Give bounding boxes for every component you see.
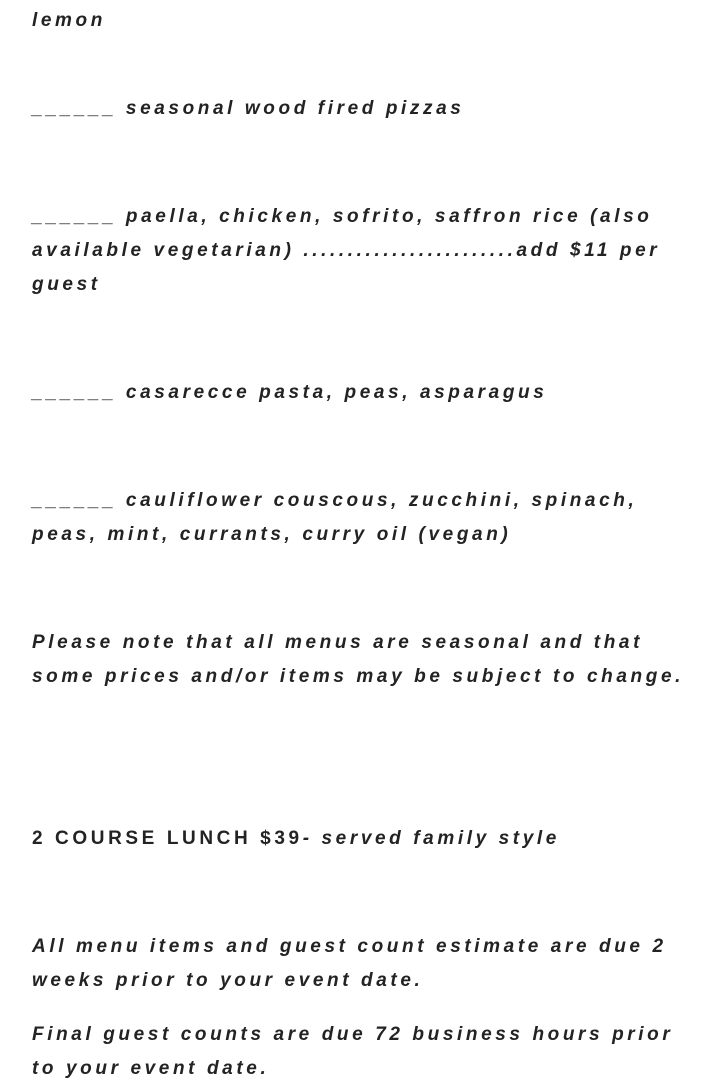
menu-item-blank: ______ bbox=[32, 98, 118, 119]
menu-item-text: paella, chicken, sofrito, saffron rice (also available vegetarian) ........................add $11 per guest bbox=[32, 206, 661, 295]
menu-item bbox=[32, 200, 692, 302]
menu-item bbox=[32, 484, 692, 552]
seasonal-note: Please note that all menus are seasonal and that some prices and/or items may be subject to change. bbox=[32, 632, 684, 687]
menu-item bbox=[32, 376, 692, 410]
menu-item-blank: ______ bbox=[32, 382, 118, 403]
menu-item-blank: ______ bbox=[32, 490, 118, 511]
lunch-heading-title: 2 COURSE LUNCH $39 bbox=[32, 828, 303, 849]
final-counts-note: Final guest counts are due 72 business hours prior to your event date. bbox=[32, 1024, 674, 1079]
menu-item-blank: ______ bbox=[32, 206, 118, 227]
lunch-heading bbox=[32, 822, 692, 856]
menu-item-text: casarecce pasta, peas, asparagus bbox=[125, 382, 548, 403]
menu-item-text: cauliflower couscous, zucchini, spinach, peas, mint, currants, curry oil (vegan) bbox=[32, 490, 638, 545]
lunch-heading-suffix: - served family style bbox=[302, 828, 560, 849]
top-fragment-text: lemon bbox=[32, 10, 106, 31]
due-dates-note: All menu items and guest count estimate are due 2 weeks prior to your event date. bbox=[32, 936, 667, 991]
menu-item-text: seasonal wood fired pizzas bbox=[125, 98, 465, 119]
menu-item bbox=[32, 92, 692, 126]
